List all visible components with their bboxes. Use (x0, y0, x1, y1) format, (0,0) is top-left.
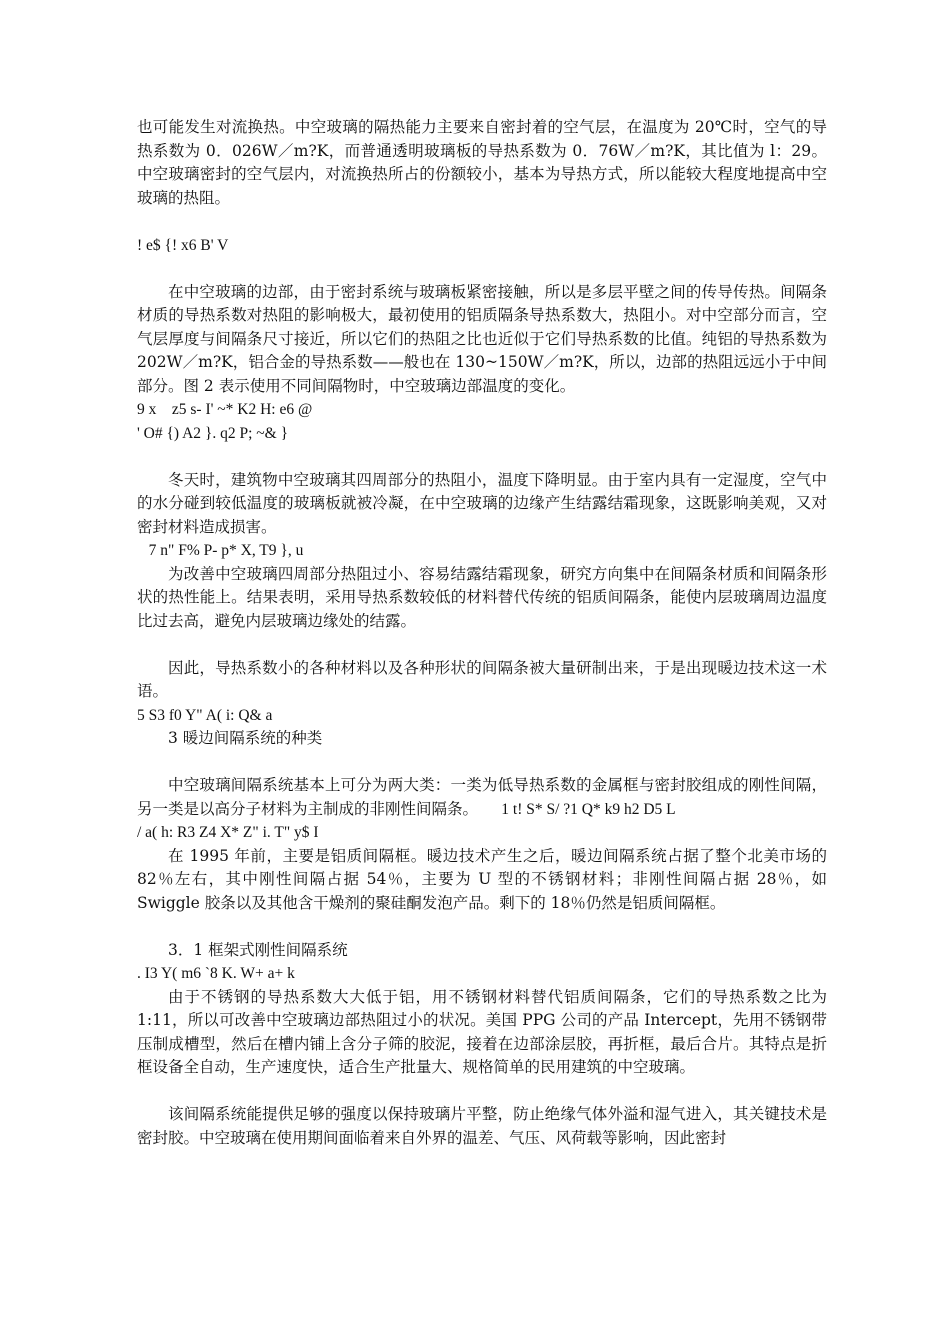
noise-inline: 1 t! S* S/ ?1 Q* k9 h2 D5 L (478, 800, 676, 818)
paragraph-edge-conduction: 在中空玻璃的边部，由于密封系统与玻璃板紧密接触，所以是多层平壁之间的传导传热。间隔条材质的导热系数对热阻的影响极大，最初使用的铝质隔条导热系数大，热阻小。对中空部分而言，空气层厚度与间隔条尺寸接近，所以它们的热阻之比也近似于它们导热系数的比值。纯铝的导热系数为 202W／m?K，铝合金的导热系数——般也在 130~150W／m?K，所以，边部的热阻远远小于中间部分。图 2 表示使用不同间隔物时，中空玻璃边部温度的变化。 (137, 282, 827, 395)
section-heading-rigid-spacer: 3．1 框架式刚性间隔系统 (168, 940, 348, 959)
noise-line: ! e$ {! x6 B' V (137, 236, 229, 254)
paragraph-spacer-categories (137, 774, 827, 821)
noise-line: 7 n" F% P- p* X, T9 }, u (137, 542, 304, 559)
paragraph-sealant: 该间隔系统能提供足够的强度以保持玻璃片平整，防止绝缘气体外溢和湿气进入，其关键技术是密封胶。中空玻璃在使用期间面临着来自外界的温差、气压、风荷载等影响，因此密封 (137, 1105, 827, 1147)
paragraph-spacer-research: 为改善中空玻璃四周部分热阻过小、容易结露结霜现象，研究方向集中在间隔条材质和间隔条形状的热性能上。结果表明，采用导热系数较低的材料替代传统的铝质间隔条，能使内层玻璃周边温度比过去高，避免内层玻璃边缘处的结露。 (137, 564, 827, 630)
noise-line: 5 S3 f0 Y" A( i: Q& a (137, 706, 273, 724)
paragraph-market-share: 在 1995 年前，主要是铝质间隔框。暖边技术产生之后，暖边间隔系统占据了整个北美市场的 82％左右，其中刚性间隔占据 54％，主要为 U 型的不锈钢材料；非刚性间隔占据 28％，如 Swiggle 胶条以及其他含干燥剂的聚硅酮发泡产品。剩下的 18％仍然是铝质间隔框。 (137, 846, 827, 912)
section-heading-warm-edge-types: 3 暖边间隔系统的种类 (168, 729, 323, 747)
noise-line: / a( h: R3 Z4 X* Z" i. T" y$ I (137, 824, 319, 841)
noise-line: ' O# {) A2 }. q2 P; ~& } (137, 424, 289, 442)
paragraph-winter-condensation: 冬天时，建筑物中空玻璃其四周部分的热阻小，温度下降明显。由于室内具有一定湿度，空气中的水分碰到较低温度的玻璃板就被冷凝，在中空玻璃的边缘产生结露结霜现象，这既影响美观，又对密封材料造成损害。 (137, 470, 827, 536)
paragraph-warm-edge-term: 因此，导热系数小的各种材料以及各种形状的间隔条被大量研制出来，于是出现暖边技术这一术语。 (137, 658, 827, 700)
noise-line: . I3 Y( m6 `8 K. W+ a+ k (137, 965, 295, 982)
paragraph-text: 中空玻璃间隔系统基本上可分为两大类：一类为低导热系数的金属框与密封胶组成的刚性间隔，另一类是以高分子材料为主制成的非刚性间隔条。 (137, 776, 827, 818)
document-body (137, 116, 827, 1150)
noise-line: 9 x z5 s- I' ~* K2 H: e6 @ (137, 401, 313, 418)
paragraph-stainless-steel: 由于不锈钢的导热系数大大低于铝，用不锈钢材料替代铝质间隔条，它们的导热系数之比为 1:11，所以可改善中空玻璃边部热阻过小的状况。美国 PPG 公司的产品 Intercept，先用不锈钢带压制成槽型，然后在槽内铺上含分子筛的胶泥，接着在边部涂层胶，再折框，最后合片。其特点是折框设备全自动，生产速度快，适合生产批量大、规格简单的民用建筑的中空玻璃。 (137, 987, 827, 1076)
paragraph-air-layer-insulation: 也可能发生对流换热。中空玻璃的隔热能力主要来自密封着的空气层，在温度为 20℃时，空气的导热系数为 0．026W／m?K，而普通透明玻璃板的导热系数为 0．76W／m?K，其比值为 l：29。中空玻璃密封的空气层内，对流换热所占的份额较小，基本为导热方式，所以能较大程度地提高中空玻璃的热阻。 (137, 118, 827, 207)
